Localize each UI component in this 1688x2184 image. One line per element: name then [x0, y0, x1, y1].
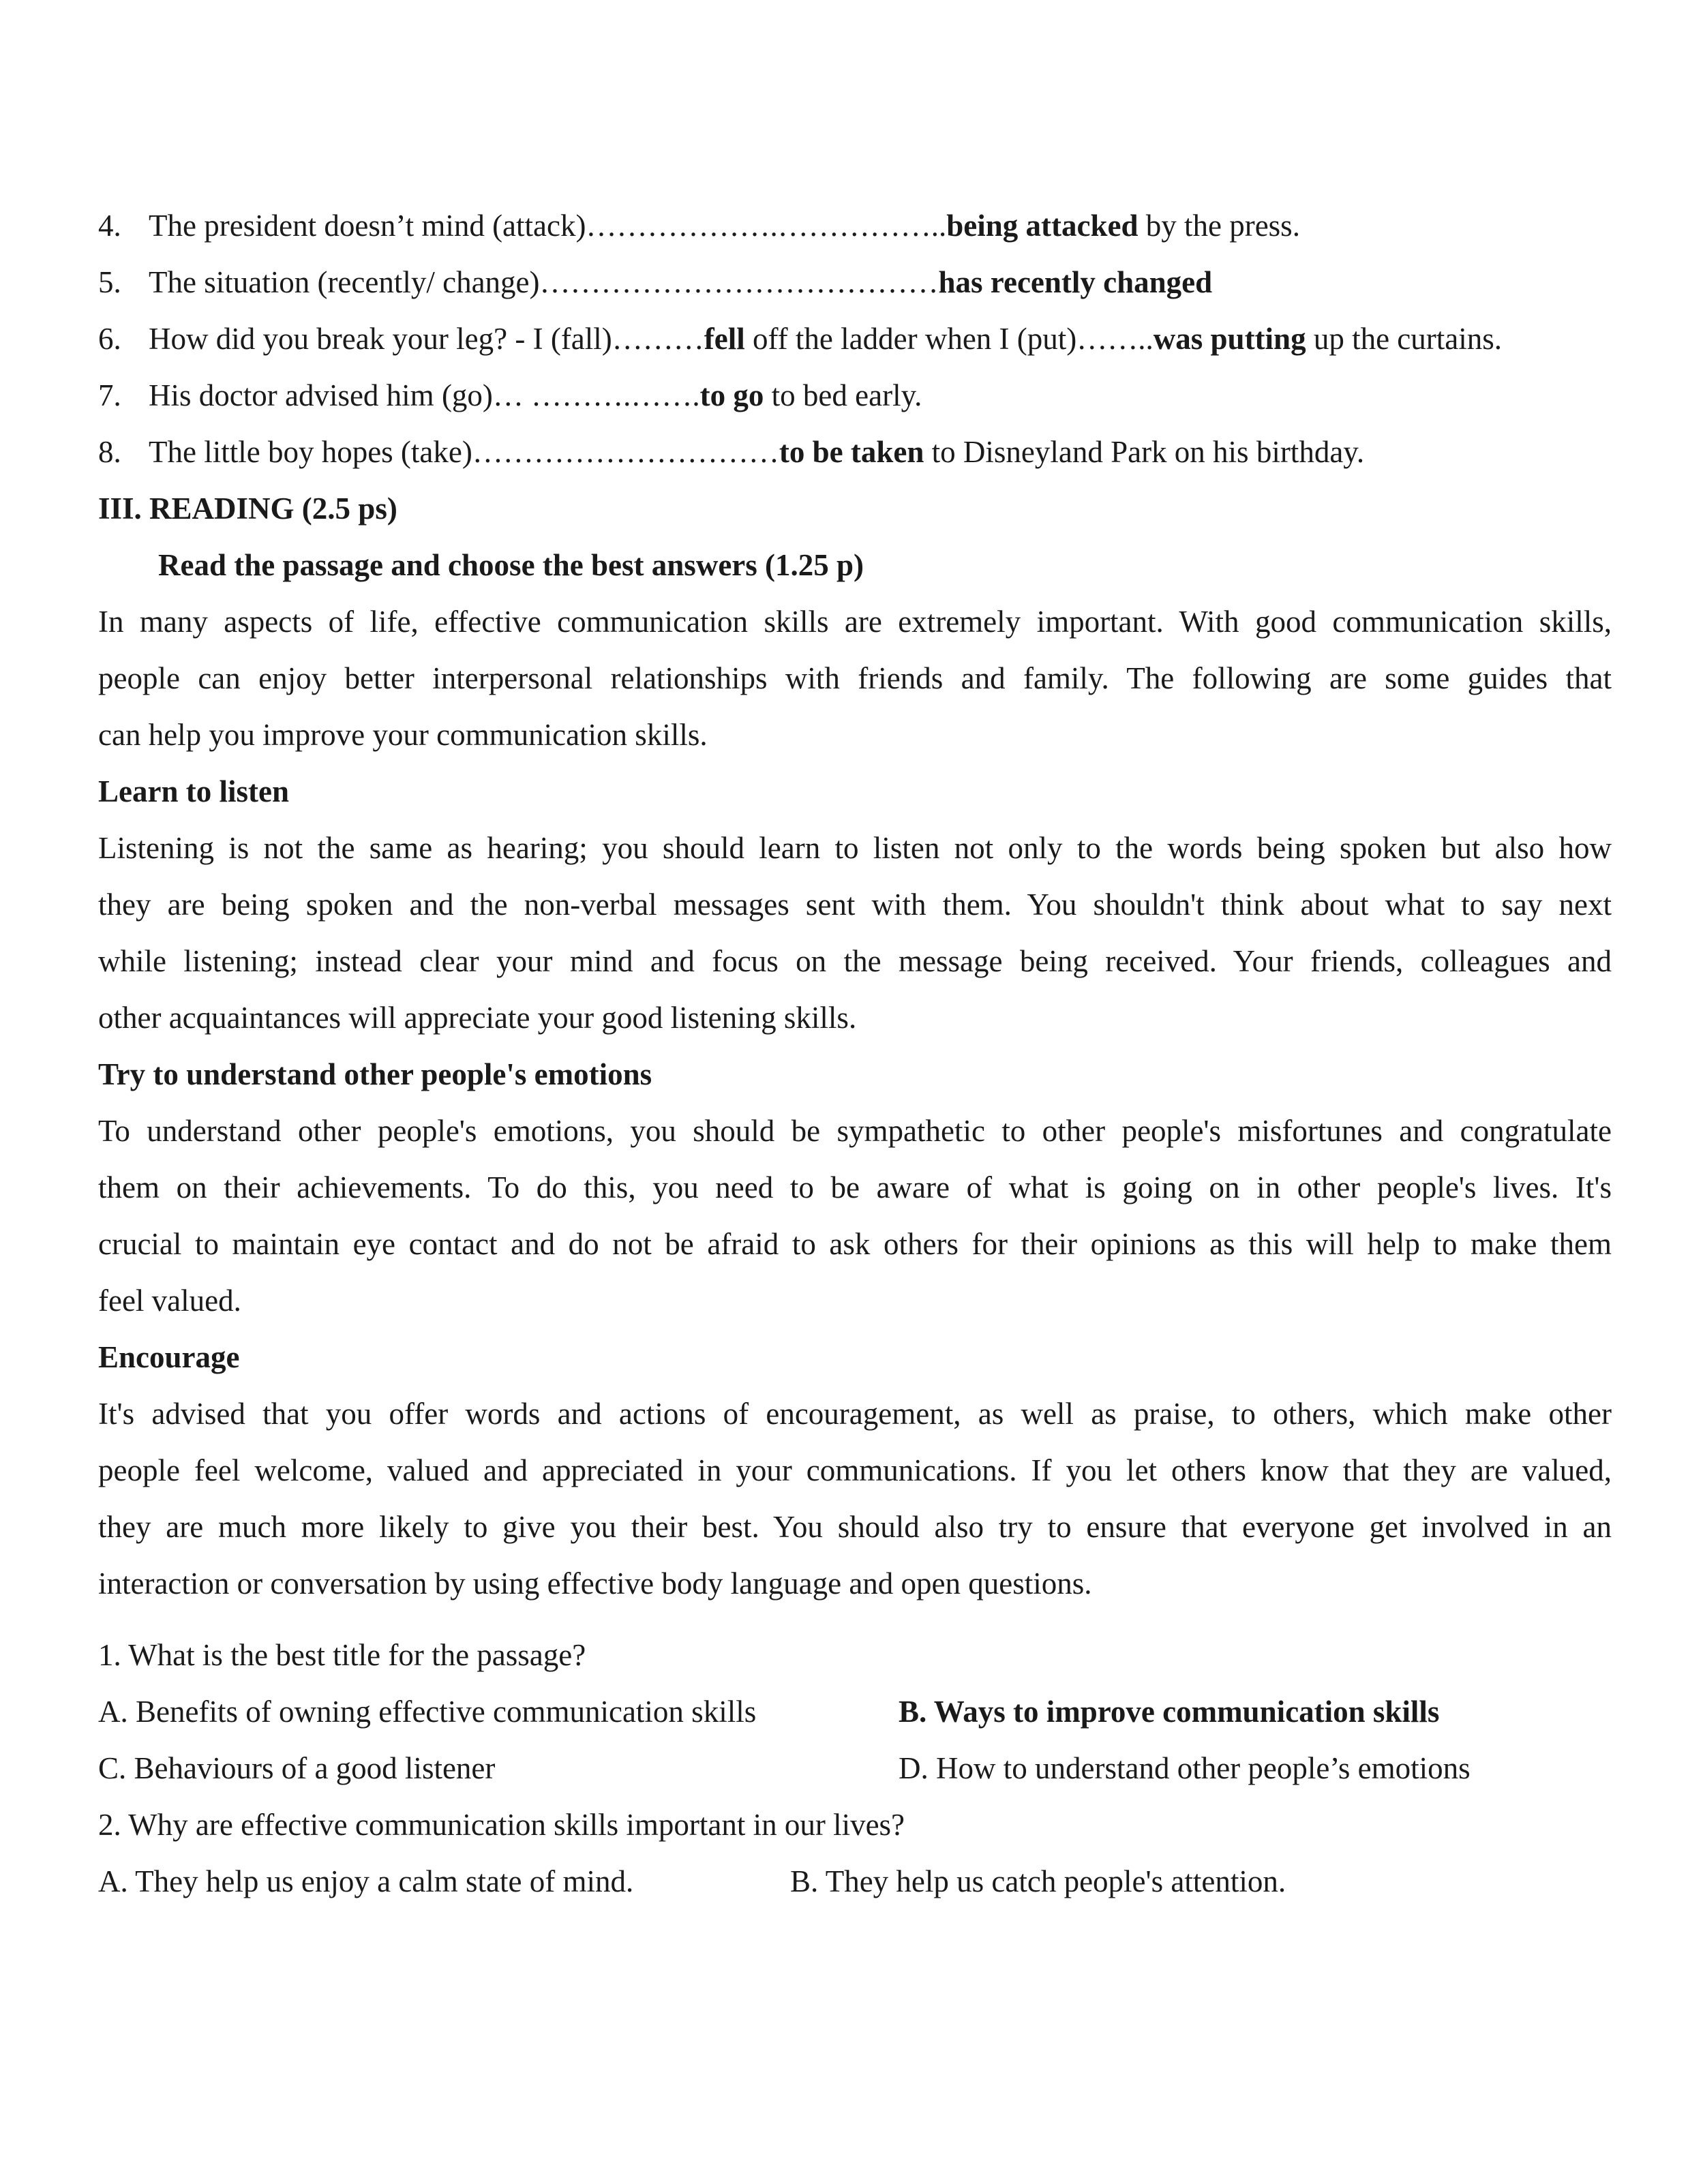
- item-number: 4.: [98, 209, 121, 243]
- item-prompt: His doctor advised him (go)… ……….…….: [149, 378, 700, 412]
- item-prompt: How did you break your leg? - I (fall)………: [149, 322, 704, 356]
- paragraph-line: them on their achievements. To do this, you need to be aware of what is going on in other people's lives. It's: [98, 1170, 1612, 1204]
- answer-option-d: D. How to understand other people’s emotions: [899, 1751, 1471, 1785]
- item-number: 8.: [98, 435, 121, 469]
- paragraph-line: It's advised that you offer words and actions of encouragement, as well as praise, to others, which make other: [98, 1397, 1612, 1431]
- paragraph-line: In many aspects of life, effective communication skills are extremely important. With good communication skills,: [98, 605, 1612, 639]
- answer-option-a: A. They help us enjoy a calm state of mind.: [98, 1864, 634, 1898]
- item-answer-2: was putting: [1153, 322, 1306, 356]
- paragraph-line: they are much more likely to give you their best. You should also try to ensure that everyone get involved in an: [98, 1510, 1612, 1544]
- paragraph-line: they are being spoken and the non-verbal messages sent with them. You shouldn't think about what to say next: [98, 888, 1612, 922]
- item-prompt: The situation (recently/ change)…………………………………: [149, 265, 939, 299]
- exercise-item: [98, 198, 1612, 254]
- paragraph-line: other acquaintances will appreciate your good listening skills.: [98, 1001, 857, 1035]
- answer-option-a: A. Benefits of owning effective communication skills: [98, 1695, 757, 1729]
- paragraph-line: can help you improve your communication skills.: [98, 718, 708, 752]
- question-text: 2. Why are effective communication skills important in our lives?: [98, 1808, 905, 1842]
- question-text: 1. What is the best title for the passage?: [98, 1638, 586, 1672]
- item-prompt: The little boy hopes (take)…………………………: [149, 435, 779, 469]
- spacer: [98, 1612, 1612, 1627]
- paragraph-line: interaction or conversation by using effective body language and open questions.: [98, 1566, 1092, 1601]
- passage-paragraph: [98, 1103, 1612, 1329]
- paragraph-line: while listening; instead clear your mind and focus on the message being received. Your friends, colleagues and: [98, 944, 1612, 978]
- answer-option-c: C. Behaviours of a good listener: [98, 1751, 496, 1785]
- paragraph-line: people can enjoy better interpersonal relationships with friends and family. The following are some guides that: [98, 661, 1612, 695]
- exercise-item: [98, 254, 1612, 311]
- intro-paragraph: [98, 594, 1612, 763]
- item-answer: has recently changed: [938, 265, 1213, 299]
- section-title: III. READING (2.5 ps): [98, 491, 397, 526]
- answer-row: [98, 1740, 1612, 1797]
- answer-option-b: B. They help us catch people's attention.: [790, 1864, 1286, 1898]
- paragraph-line: crucial to maintain eye contact and do not be afraid to ask others for their opinions as this will help to make them: [98, 1227, 1612, 1261]
- item-answer: being attacked: [946, 209, 1139, 243]
- exercise-item: [98, 311, 1612, 367]
- passage-paragraph: [98, 820, 1612, 1046]
- item-suffix: to Disneyland Park on his birthday.: [924, 435, 1365, 469]
- answer-option-b: B. Ways to improve communication skills: [899, 1695, 1440, 1729]
- answer-row: [98, 1853, 1612, 1910]
- item-answer: to be taken: [779, 435, 924, 469]
- worksheet-page: [98, 198, 1612, 1910]
- item-middle: off the ladder when I (put)……..: [744, 322, 1154, 356]
- item-number: 5.: [98, 265, 121, 299]
- item-answer: to go: [699, 378, 764, 412]
- item-suffix: by the press.: [1138, 209, 1300, 243]
- answer-row: [98, 1684, 1612, 1740]
- exercise-item: [98, 424, 1612, 481]
- passage-heading: Try to understand other people's emotions: [98, 1057, 652, 1091]
- paragraph-line: To understand other people's emotions, you should be sympathetic to other people's misfortunes and congratulate: [98, 1114, 1612, 1148]
- paragraph-line: feel valued.: [98, 1284, 241, 1318]
- passage-heading: Learn to listen: [98, 774, 289, 808]
- paragraph-line: people feel welcome, valued and appreciated in your communications. If you let others know that they are valued,: [98, 1453, 1612, 1487]
- item-answer: fell: [704, 322, 745, 356]
- passage-paragraph: [98, 1386, 1612, 1612]
- passage-heading: Encourage: [98, 1340, 240, 1374]
- item-suffix: up the curtains.: [1306, 322, 1503, 356]
- item-number: 7.: [98, 378, 121, 412]
- item-prompt: The president doesn’t mind (attack)……………….……………..: [149, 209, 947, 243]
- exercise-item: [98, 367, 1612, 424]
- item-suffix: to bed early.: [764, 378, 922, 412]
- item-number: 6.: [98, 322, 121, 356]
- paragraph-line: Listening is not the same as hearing; you should learn to listen not only to the words being spoken but also how: [98, 831, 1612, 865]
- reading-instruction: Read the passage and choose the best answers (1.25 p): [158, 548, 864, 582]
